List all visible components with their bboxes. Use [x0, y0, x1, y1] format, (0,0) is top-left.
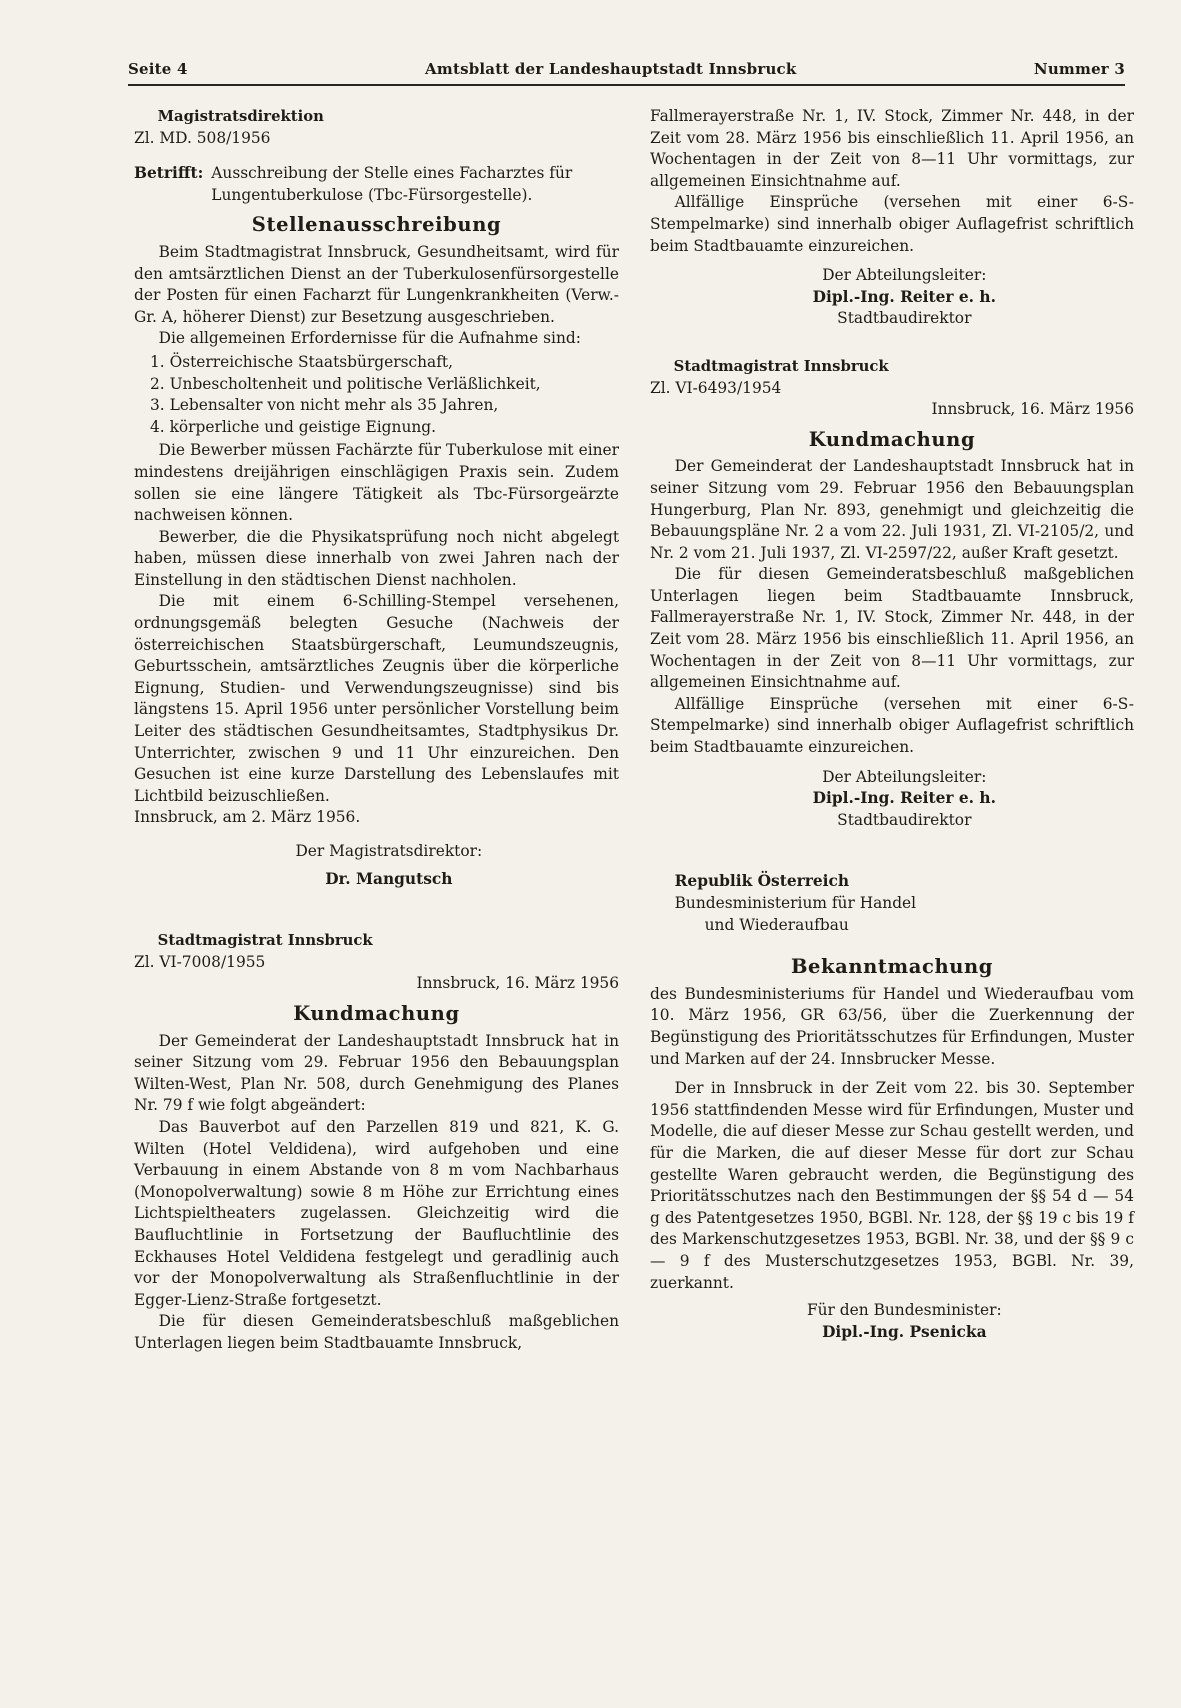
publication-title: Amtsblatt der Landeshauptstadt Innsbruck — [425, 60, 797, 78]
section-heading: Stellenausschreibung — [251, 213, 502, 237]
department-title: Stadtmagistrat Innsbruck — [673, 357, 889, 375]
signature-role: Für den Bundesminister: — [806, 1301, 1002, 1320]
department-title: Magistratsdirektion — [157, 108, 324, 125]
signature-role: Der Magistratsdirektor: — [295, 842, 483, 860]
page-header — [128, 58, 1125, 80]
paragraph: Die allgemeinen Erfordernisse für die Aufnahme sind: — [158, 329, 581, 348]
place-date: Innsbruck, 16. März 1956 — [416, 974, 619, 993]
list-item: 3. Lebensalter von nicht mehr als 35 Jahren, — [150, 396, 499, 415]
paragraph: Allfällige Einsprüche (versehen mit einer 6-S-Stempelmarke) sind innerhalb obiger Auflagefrist schriftlich beim Stadtbauamte einzureichen. — [650, 694, 1134, 757]
section-heading: Kundmachung — [808, 427, 976, 451]
section-heading: Kundmachung — [293, 1001, 460, 1025]
signature-name: Dipl.-Ing. Psenicka — [822, 1322, 987, 1341]
page-number: Seite 4 — [128, 60, 188, 78]
signature-title: Stadtbaudirektor — [837, 309, 972, 328]
paragraph: Der Gemeinderat der Landeshauptstadt Innsbruck hat in seiner Sitzung vom 29. Februar 1956 den Bebauungsplan Hungerburg, Plan Nr. 893, genehmigt und gleichzeitig die Bebauungspläne Nr. 2 a vom 22. Juli 1931, Zl. VI-2105/2, und Nr. 2 vom 21. Juli 1937, Zl. VI-2597/22, außer Kraft gesetzt. — [650, 457, 1134, 562]
list-item: 2. Unbescholtenheit und politische Verläßlichkeit, — [150, 374, 541, 393]
paragraph: Allfällige Einsprüche (versehen mit einer 6-S-Stempelmarke) sind innerhalb obiger Auflagefrist schriftlich beim Stadtbauamte einzureichen. — [650, 193, 1134, 255]
place-date: Innsbruck, 16. März 1956 — [931, 400, 1134, 419]
issuer-ministry: Bundesministerium für Handel — [674, 894, 917, 912]
paragraph: Die für diesen Gemeinderatsbeschluß maßgeblichen Unterlagen liegen beim Stadtbauamte Innsbruck, Fallmerayerstraße Nr. 1, IV. Stock, Zimmer Nr. 448, in der Zeit vom 28. März 1956 bis einschließlich 11. April 1956, an Wochentagen in der Zeit von 8—11 Uhr vormittags, zur allgemeinen Einsichtnahme auf. — [650, 565, 1134, 692]
signature-role: Der Abteilungsleiter: — [822, 767, 987, 786]
place-date: Innsbruck, am 2. März 1956. — [134, 808, 361, 827]
subject-text: Ausschreibung der Stelle eines Facharztes für Lungentuberkulose (Tbc-Fürsorgestelle). — [211, 164, 573, 204]
issuer-ministry-cont: und Wiederaufbau — [704, 915, 849, 934]
paragraph: Die mit einem 6-Schilling-Stempel versehenen, ordnungsgemäß belegten Gesuche (Nachweis der österreichischen Staatsbürgerschaft, Leumundszeugnis, Geburtsschein, amtsärztliches Zeugnis über die körperliche Eignung, Studien- und Verwendungszeugnisse) sind bis längstens 15. April 1956 unter persönlicher Vorstellung beim Leiter des städtischen Gesundheitsamtes, Stadtphysikus Dr. Unterrichter, zwischen 9 und 11 Uhr einzureichen. Den Gesuchen ist eine kurze Darstellung des Lebenslaufes mit Lichtbild beizuschließen. — [134, 592, 619, 805]
signature-name: Dr. Mangutsch — [325, 869, 453, 888]
list-item: 4. körperliche und geistige Eignung. — [150, 417, 437, 436]
subject-line — [134, 163, 619, 206]
right-column — [650, 106, 1134, 1343]
signature-title: Stadtbaudirektor — [837, 810, 972, 829]
paragraph: Fallmerayerstraße Nr. 1, IV. Stock, Zimmer Nr. 448, in der Zeit vom 28. März 1956 bis einschließlich 11. April 1956, an Wochentagen in der Zeit von 8—11 Uhr vormittags, zur allgemeinen Einsichtnahme auf. — [650, 107, 1134, 190]
section-heading: Bekanntmachung — [790, 955, 994, 979]
paragraph: Der Gemeinderat der Landeshauptstadt Innsbruck hat in seiner Sitzung vom 29. Februar 1956 den Bebauungsplan Wilten-West, Plan Nr. 508, durch Genehmigung des Planes Nr. 79 f wie folgt abgeändert: — [134, 1031, 619, 1115]
left-column — [134, 106, 619, 1354]
subject-label: Betrifft: — [134, 164, 204, 183]
header-rule — [128, 84, 1125, 86]
requirements-list — [150, 352, 619, 438]
signature-name: Dipl.-Ing. Reiter e. h. — [812, 287, 996, 306]
department-title: Stadtmagistrat Innsbruck — [157, 932, 373, 950]
paragraph: des Bundesministeriums für Handel und Wiederaufbau vom 10. März 1956, GR 63/56, über die Zuerkennung der Begünstigung des Prioritätsschutzes für Erfindungen, Muster und Marken auf der 24. Innsbrucker Messe. — [650, 984, 1134, 1068]
paragraph: Das Bauverbot auf den Parzellen 819 und 821, K. G. Wilten (Hotel Veldidena), wird aufgehoben und eine Verbauung in einem Abstande von 8 m vom Nachbarhaus (Monopolverwaltung) sowie 8 m Höhe zur Errichtung eines Lichtspieltheaters zugelassen. Gleichzeitig wird die Baufluchtlinie in Fortsetzung der Baufluchtlinie des Eckhauses Hotel Veldidena festgelegt und geradlinig auch vor der Monopolverwaltung als Straßenfluchtlinie in der Egger-Lienz-Straße fortgesetzt. — [134, 1117, 619, 1309]
reference-number: Zl. VI-7008/1955 — [134, 952, 266, 971]
issuer-country: Republik Österreich — [674, 872, 850, 891]
signature-name: Dipl.-Ing. Reiter e. h. — [812, 789, 996, 808]
reference-number: Zl. MD. 508/1956 — [134, 128, 271, 147]
signature-role: Der Abteilungsleiter: — [822, 266, 987, 285]
list-item: 1. Österreichische Staatsbürgerschaft, — [150, 352, 453, 371]
reference-number: Zl. VI-6493/1954 — [650, 378, 782, 397]
paragraph: Die Bewerber müssen Fachärzte für Tuberkulose mit einer mindestens dreijährigen einschlägigen Praxis sein. Zudem sollen sie eine längere Tätigkeit als Tbc-Fürsorgeärzte nachweisen können. — [134, 441, 619, 525]
paragraph: Bewerber, die die Physikatsprüfung noch nicht abgelegt haben, müssen diese innerhalb von zwei Jahren nach der Einstellung in den städtischen Dienst nachholen. — [134, 527, 619, 589]
paragraph: Die für diesen Gemeinderatsbeschluß maßgeblichen Unterlagen liegen beim Stadtbauamte Innsbruck, — [134, 1312, 619, 1352]
paragraph: Der in Innsbruck in der Zeit vom 22. bis 30. September 1956 stattfindenden Messe wird für Erfindungen, Muster und Modelle, die auf dieser Messe zur Schau gestellt werden, und für die Marken, die auf dieser Messe für dort zur Schau gestellte Waren gebraucht werden, die Begünstigung des Prioritätsschutzes nach den Bestimmungen der §§ 54 d — 54 g des Patentgesetzes 1950, BGBl. Nr. 128, der §§ 19 c bis 19 f des Markenschutzgesetzes 1953, BGBl. Nr. 38, und der §§ 9 c — 9 f des Musterschutzgesetzes 1953, BGBl. Nr. 39, zuerkannt. — [650, 1079, 1134, 1292]
issue-number: Nummer 3 — [1033, 60, 1125, 78]
paragraph: Beim Stadtmagistrat Innsbruck, Gesundheitsamt, wird für den amtsärztlichen Dienst an der Tuberkulosenfürsorgestelle der Posten für einen Facharzt für Lungenkrankheiten (Verw.-Gr. A, höherer Dienst) zur Besetzung ausgeschrieben. — [134, 242, 619, 326]
